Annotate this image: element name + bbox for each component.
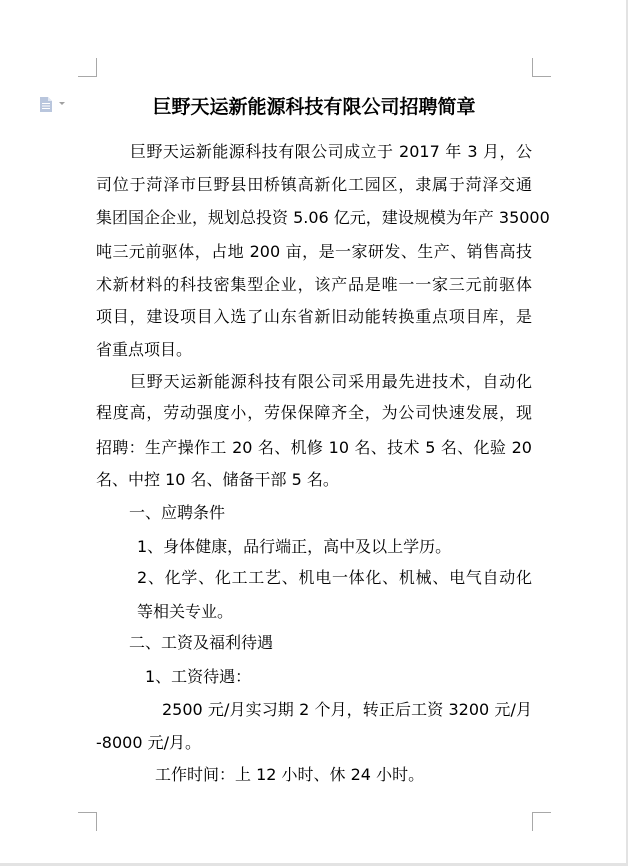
list-item: 1、工资待遇：	[145, 667, 252, 686]
list-item: 1、身体健康，品行端正，高中及以上学历。	[137, 537, 452, 556]
paragraph-line: 招聘：生产操作工 20 名、机修 10 名、技术 5 名、化验 20	[96, 438, 532, 457]
paragraph-line: 集团国企企业，规划总投资 5.06 亿元，建设规模为年产 35000	[96, 208, 550, 227]
paragraph-line: 程度高，劳动强度小，劳保保障齐全，为公司快速发展，现	[96, 403, 532, 422]
document-title: 巨野天运新能源科技有限公司招聘简章	[152, 96, 476, 118]
list-item-continuation: 等相关专业。	[137, 602, 234, 621]
section-heading: 二、工资及福利待遇	[129, 633, 274, 652]
paragraph-line: 吨三元前驱体，占地 200 亩，是一家研发、生产、销售高技	[96, 242, 532, 261]
work-hours: 工作时间：上 12 小时、休 24 小时。	[155, 765, 425, 784]
paragraph-line: 省重点项目。	[96, 340, 193, 359]
list-item: 2、化学、化工工艺、机电一体化、机械、电气自动化	[137, 568, 532, 587]
salary-line: 2500 元/月实习期 2 个月，转正后工资 3200 元/月	[162, 700, 532, 719]
paragraph-line: 项目，建设项目入选了山东省新旧动能转换重点项目库，是	[96, 307, 532, 326]
margin-corner-top-right	[532, 58, 551, 77]
paragraph-line: 术新材料的科技密集型企业，该产品是唯一一家三元前驱体	[96, 275, 532, 294]
salary-line: -8000 元/月。	[96, 733, 201, 752]
paragraph-line: 巨野天运新能源科技有限公司成立于 2017 年 3 月，公	[130, 142, 532, 161]
paragraph-line: 巨野天运新能源科技有限公司采用最先进技术，自动化	[130, 372, 532, 391]
margin-corner-bottom-left	[78, 812, 97, 831]
paragraph-line: 名、中控 10 名、储备干部 5 名。	[96, 470, 339, 489]
paragraph-line: 司位于菏泽市巨野县田桥镇高新化工园区，隶属于菏泽交通	[96, 175, 532, 194]
margin-corner-bottom-right	[532, 812, 551, 831]
section-heading: 一、应聘条件	[129, 503, 226, 522]
margin-corner-top-left	[78, 58, 97, 77]
